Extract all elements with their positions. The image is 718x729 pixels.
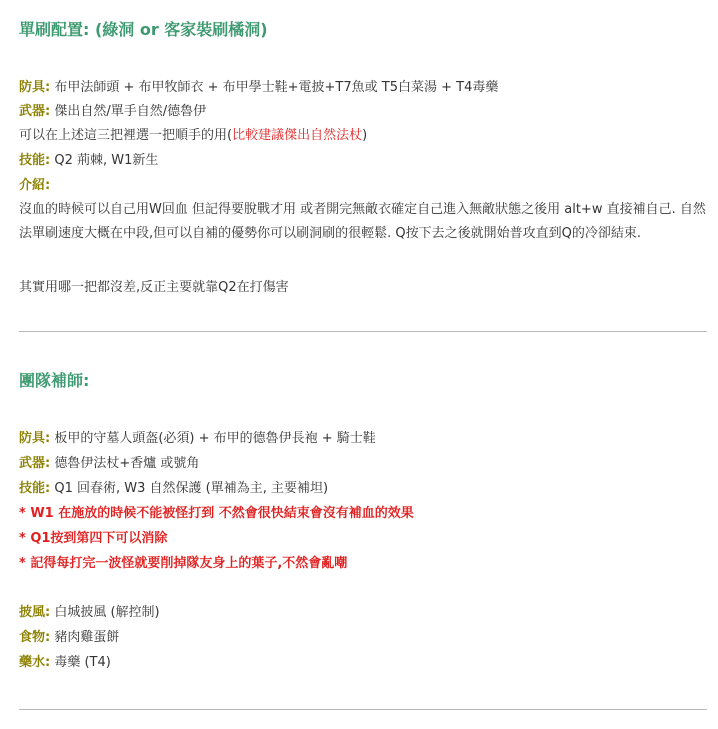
solo-build-heading: 單刷配置: (綠洞 or 客家裝刷橘洞) bbox=[19, 20, 268, 39]
healer-food-line bbox=[19, 628, 708, 648]
solo-armor-line bbox=[19, 78, 708, 98]
weapon-label: 武器: bbox=[19, 456, 51, 471]
weapon-recommendation: 比較建議傑出自然法杖 bbox=[232, 128, 363, 143]
healer-armor-line bbox=[19, 429, 708, 449]
weapon-note-text: 可以在上述這三把裡選一把順手的用( bbox=[19, 128, 233, 143]
healer-build-heading: 團隊補師: bbox=[19, 371, 90, 390]
weapon-label: 武器: bbox=[19, 104, 51, 119]
cape-value: 白城披風 (解控制) bbox=[50, 605, 160, 620]
section-divider bbox=[19, 709, 707, 710]
food-value: 豬肉雞蛋餅 bbox=[50, 630, 120, 645]
warning-item: * 記得每打完一波怪就要削掉隊友身上的葉子,不然會亂嘲 bbox=[19, 556, 348, 571]
healer-cape-line bbox=[19, 603, 708, 623]
healer-potion-line bbox=[19, 653, 708, 673]
cape-label: 披風: bbox=[19, 605, 51, 620]
potion-value: 毒藥 (T4) bbox=[50, 655, 111, 670]
solo-skill-line bbox=[19, 151, 708, 171]
armor-label: 防具: bbox=[19, 80, 51, 95]
armor-label: 防具: bbox=[19, 431, 51, 446]
skill-value: Q1 回春術, W3 自然保護 (單補為主, 主要補坦) bbox=[50, 481, 329, 496]
intro-label-line bbox=[19, 176, 708, 196]
potion-label: 藥水: bbox=[19, 655, 51, 670]
weapon-value: 德魯伊法杖+香爐 或號角 bbox=[50, 456, 200, 471]
intro-paragraph: 沒血的時候可以自己用W回血 但記得要脫戰才用 或者開完無敵衣確定自己進入無敵狀態之後用 alt+w 直接補自己. 自然法單刷速度大概在中段,但可以自補的優勢你可以刷洞刷的很輕鬆. Q按下去之後就開始普攻直到Q的冷卻結束. bbox=[19, 202, 706, 241]
skill-label: 技能: bbox=[19, 153, 51, 168]
healer-weapon-line bbox=[19, 454, 708, 474]
armor-value: 布甲法師頭 + 布甲牧師衣 + 布甲學士鞋+電披+T7魚或 T5白菜湯 + T4毒藥 bbox=[50, 80, 499, 95]
weapon-note bbox=[19, 126, 708, 146]
skill-label: 技能: bbox=[19, 481, 51, 496]
healer-skill-line bbox=[19, 479, 708, 499]
section-divider bbox=[19, 331, 707, 332]
warning-item: * Q1按到第四下可以消除 bbox=[19, 531, 168, 546]
armor-value: 板甲的守墓人頭盔(必須) + 布甲的德魯伊長袍 + 騎士鞋 bbox=[50, 431, 376, 446]
closing-note: 其實用哪一把都沒差,反正主要就靠Q2在打傷害 bbox=[19, 280, 289, 295]
intro-label: 介紹: bbox=[19, 178, 51, 193]
solo-weapon-line bbox=[19, 102, 708, 122]
skill-value: Q2 荊棘, W1新生 bbox=[50, 153, 159, 168]
weapon-note-close: ) bbox=[362, 128, 368, 143]
food-label: 食物: bbox=[19, 630, 51, 645]
warning-item: * W1 在施放的時候不能被怪打到 不然會很快結束會沒有補血的效果 bbox=[19, 506, 414, 521]
weapon-value: 傑出自然/單手自然/德魯伊 bbox=[50, 104, 207, 119]
